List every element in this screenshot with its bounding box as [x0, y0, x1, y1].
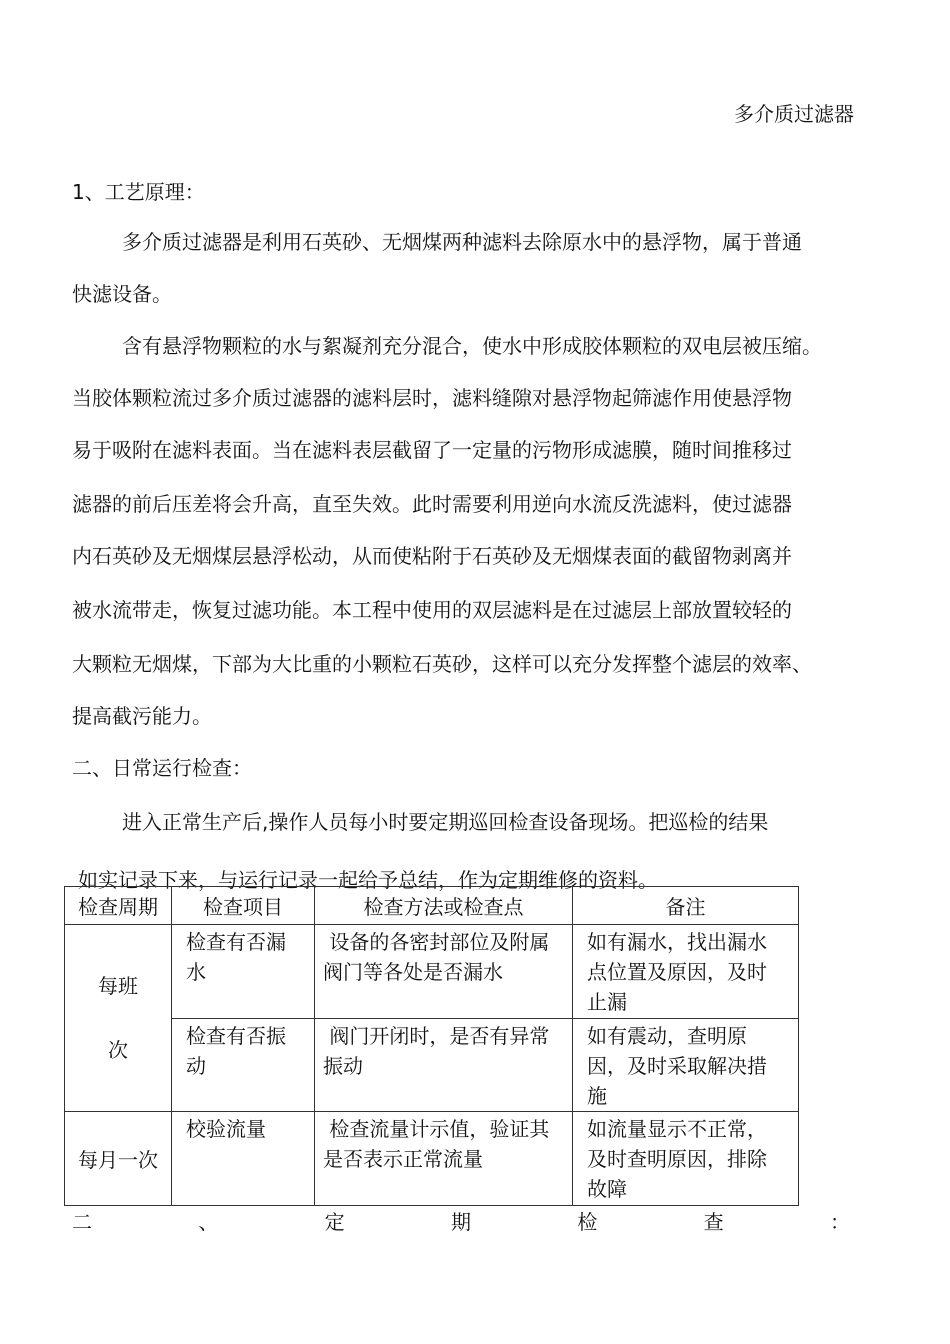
header-cell-item: 检查项目: [172, 887, 315, 925]
document-title: 多介质过滤器: [734, 102, 854, 126]
cell-text: 水: [186, 960, 206, 984]
cell-text: 动: [186, 1054, 206, 1078]
note-cell: [573, 925, 799, 1019]
heading-char: 期: [450, 1210, 471, 1234]
cell-text: 故障: [587, 1177, 627, 1201]
cell-text: 止漏: [587, 990, 627, 1014]
text-line: 提高截污能力。: [72, 704, 212, 728]
heading-char: 、: [198, 1210, 219, 1234]
heading-char: 二: [72, 1210, 92, 1234]
cell-text: 如有震动，查明原: [587, 1024, 747, 1048]
method-cell: [315, 925, 573, 1019]
text-line: 滤器的前后压差将会升高，直至失效。此时需要利用逆向水流反洗滤料，使过滤器: [72, 492, 792, 516]
cell-text: 是否表示正常流量: [323, 1147, 483, 1171]
cell-text: 阀门开闭时，是否有异常: [323, 1024, 550, 1048]
text-line: 多介质过滤器是利用石英砂、无烟煤两种滤料去除原水中的悬浮物，属于普通: [122, 230, 802, 254]
text-line: 内石英砂及无烟煤层悬浮松动，从而使粘附于石英砂及无烟煤表面的截留物剥离并: [72, 544, 792, 568]
cell-text: 设备的各密封部位及附属: [323, 930, 550, 954]
period-cell-per-shift: [65, 925, 172, 1112]
inspection-table: [64, 886, 799, 1206]
period-cell-monthly: 每月一次: [65, 1112, 172, 1206]
header-cell-note: 备注: [573, 887, 799, 925]
section-heading-daily-check: 二、日常运行检查：: [72, 756, 252, 780]
period-text: 每班: [98, 974, 138, 998]
cell-text: 检查有否漏: [186, 930, 286, 954]
text-line: 大颗粒无烟煤，下部为大比重的小颗粒石英砂，这样可以充分发挥整个滤层的效率、: [72, 652, 812, 676]
cell-text: 因，及时采取解决措: [587, 1054, 767, 1078]
text-line: 含有悬浮物颗粒的水与絮凝剂充分混合，使水中形成胶体颗粒的双电层被压缩。: [122, 334, 822, 358]
cell-text: 如流量显示不正常，: [587, 1117, 767, 1141]
cell-text: 振动: [323, 1054, 363, 1078]
cell-text: 校验流量: [186, 1117, 266, 1141]
cell-text: 及时查明原因，排除: [587, 1147, 767, 1171]
cell-text: 点位置及原因，及时: [587, 960, 767, 984]
method-cell: [315, 1019, 573, 1112]
table-row: [65, 1112, 799, 1206]
note-cell: [573, 1112, 799, 1206]
heading-char: 检: [577, 1210, 598, 1234]
cell-text: 施: [587, 1084, 607, 1108]
table-row: [65, 1019, 799, 1112]
text-line: 如实记录下来，与运行记录一起给予总结，作为定期维修的资料。: [78, 868, 658, 892]
heading-char: ：: [829, 1210, 850, 1234]
cell-text: 如有漏水，找出漏水: [587, 930, 767, 954]
text-line: 被水流带走，恢复过滤功能。本工程中使用的双层滤料是在过滤层上部放置较轻的: [72, 598, 792, 622]
text-line: 当胶体颗粒流过多介质过滤器的滤料层时，滤料缝隙对悬浮物起筛滤作用使悬浮物: [72, 386, 792, 410]
table-row: [65, 925, 799, 1019]
table-header-row: [65, 887, 799, 925]
cell-text: 检查流量计示值，验证其: [323, 1117, 550, 1141]
item-cell: [172, 1019, 315, 1112]
text-line: 进入正常生产后,操作人员每小时要定期巡回检查设备现场。把巡检的结果: [122, 810, 769, 834]
section-heading-process-principle: 1、工艺原理：: [72, 180, 205, 204]
header-cell-period: 检查周期: [65, 887, 172, 925]
cell-text: 阀门等各处是否漏水: [323, 960, 503, 984]
note-cell: [573, 1019, 799, 1112]
heading-char: 定: [324, 1210, 345, 1234]
text-line: 易于吸附在滤料表面。当在滤料表层截留了一定量的污物形成滤膜，随时间推移过: [72, 438, 792, 462]
header-cell-method: 检查方法或检查点: [315, 887, 573, 925]
section-heading-periodic-check: [72, 1206, 850, 1235]
heading-char: 查: [703, 1210, 724, 1234]
item-cell: [172, 1112, 315, 1206]
cell-text: 检查有否振: [186, 1024, 286, 1048]
item-cell: [172, 925, 315, 1019]
text-line: 快滤设备。: [72, 282, 172, 306]
method-cell: [315, 1112, 573, 1206]
period-text: 次: [108, 1038, 128, 1062]
